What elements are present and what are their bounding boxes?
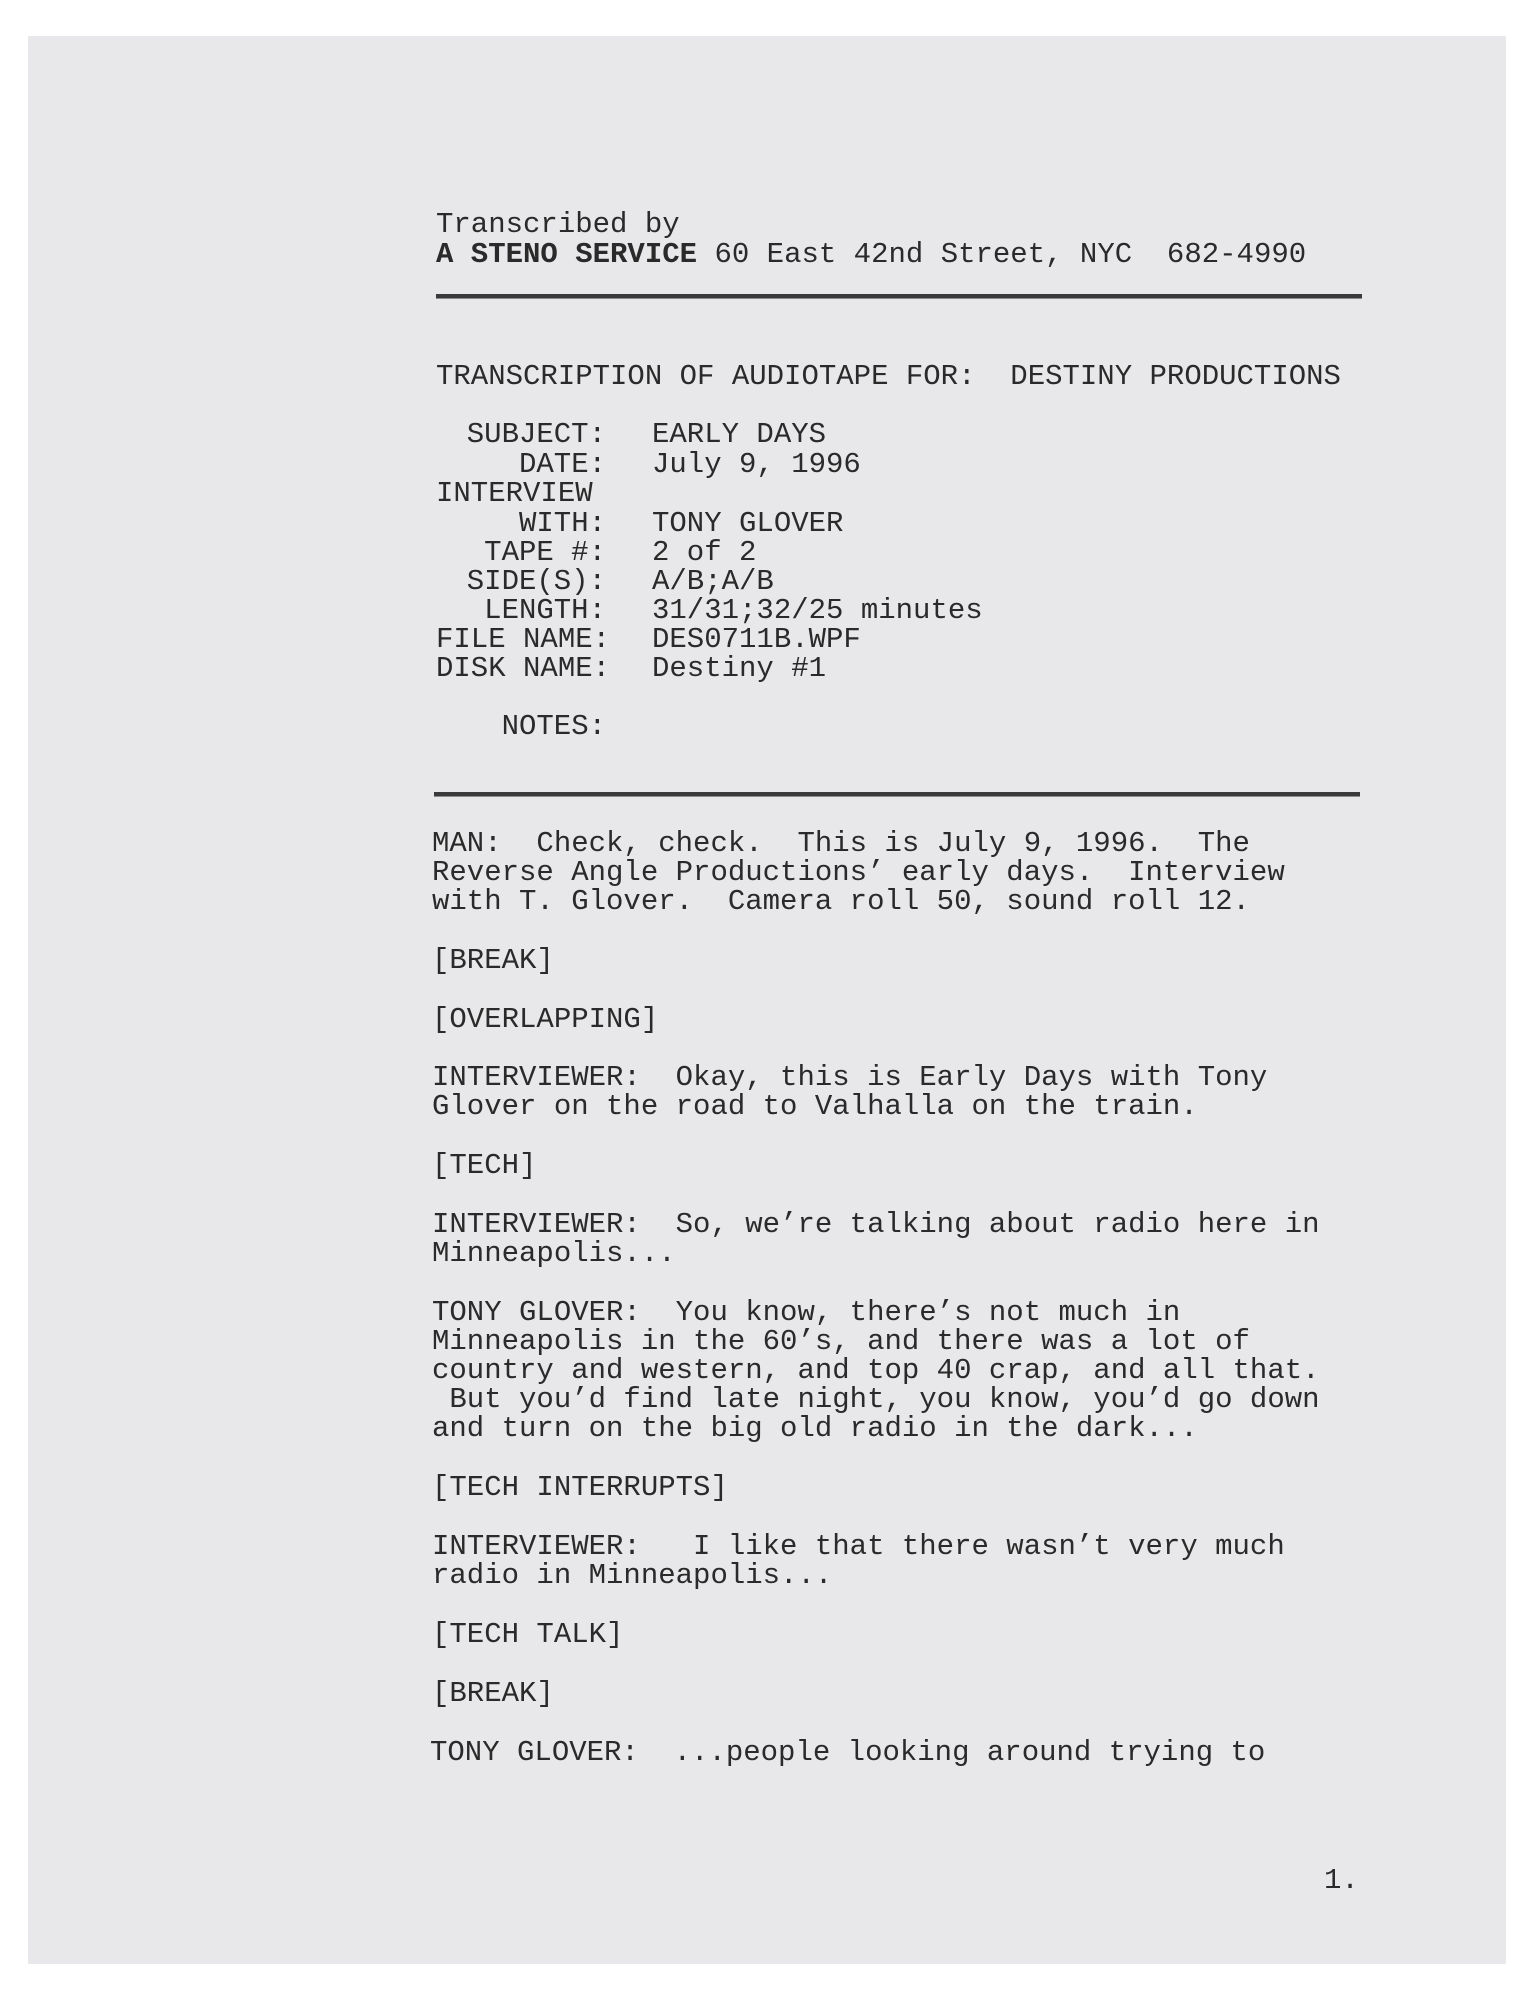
with-label: WITH: [518, 507, 606, 540]
transcript-paragraph: [OVERLAPPING] [432, 1003, 659, 1036]
tape-label: TAPE #: [484, 536, 606, 569]
fields-rule [434, 792, 1360, 797]
document-page [28, 36, 1506, 1964]
transcript-paragraph: INTERVIEWER: I like that there wasn’t very much radio in Minneapolis... [432, 1530, 1285, 1592]
transcript-paragraph: [TECH TALK] [432, 1618, 624, 1651]
disk-name-value: Destiny #1 [652, 652, 827, 685]
transcribed-by-label: Transcribed by [436, 208, 680, 241]
page-number: 1. [1324, 1864, 1359, 1897]
notes-label: NOTES: [501, 710, 606, 743]
subject-label: SUBJECT: [466, 418, 606, 451]
transcript-paragraph: TONY GLOVER: ...people looking around trying to [430, 1736, 1266, 1769]
with-value: TONY GLOVER [652, 507, 844, 540]
file-name-label: FILE NAME: [436, 623, 611, 656]
length-value: 31/31;32/25 minutes [652, 594, 983, 627]
service-line [436, 240, 1306, 269]
subject-value: EARLY DAYS [652, 418, 827, 451]
transcript-paragraph: MAN: Check, check. This is July 9, 1996. The Reverse Angle Productions’ early days. Interview with T. Glover. Camera roll 50, sound roll 12. [432, 827, 1285, 918]
transcript-paragraph: TONY GLOVER: You know, there’s not much in Minneapolis in the 60’s, and there was a lot of country and western, and top 40 crap, and all that. But you’d find late night, you know, you’d go down and turn on the big old radio in the dark... [432, 1296, 1320, 1445]
transcript-paragraph: INTERVIEWER: Okay, this is Early Days with Tony Glover on the road to Valhalla on the train. [432, 1061, 1268, 1123]
service-name: A STENO SERVICE [436, 238, 698, 271]
date-label: DATE: [518, 448, 606, 481]
transcript-paragraph: INTERVIEWER: So, we’re talking about radio here in Minneapolis... [432, 1208, 1320, 1270]
service-address: 60 East 42nd Street, NYC 682-4990 [714, 238, 1307, 271]
transcription-title: TRANSCRIPTION OF AUDIOTAPE FOR: DESTINY PRODUCTIONS [436, 360, 1341, 393]
transcript-paragraph: [BREAK] [432, 944, 554, 977]
transcript-paragraph: [TECH INTERRUPTS] [432, 1471, 728, 1504]
header-rule [436, 294, 1362, 299]
page-content [28, 36, 1506, 1964]
sides-label: SIDE(S): [466, 565, 606, 598]
date-value: July 9, 1996 [652, 448, 861, 481]
disk-name-label: DISK NAME: [436, 652, 611, 685]
file-name-value: DES0711B.WPF [652, 623, 861, 656]
sides-value: A/B;A/B [652, 565, 774, 598]
transcript-paragraph: [TECH] [432, 1149, 537, 1182]
interview-label: INTERVIEW [436, 477, 593, 510]
transcript-paragraph: [BREAK] [432, 1677, 554, 1710]
length-label: LENGTH: [484, 594, 606, 627]
tape-value: 2 of 2 [652, 536, 757, 569]
